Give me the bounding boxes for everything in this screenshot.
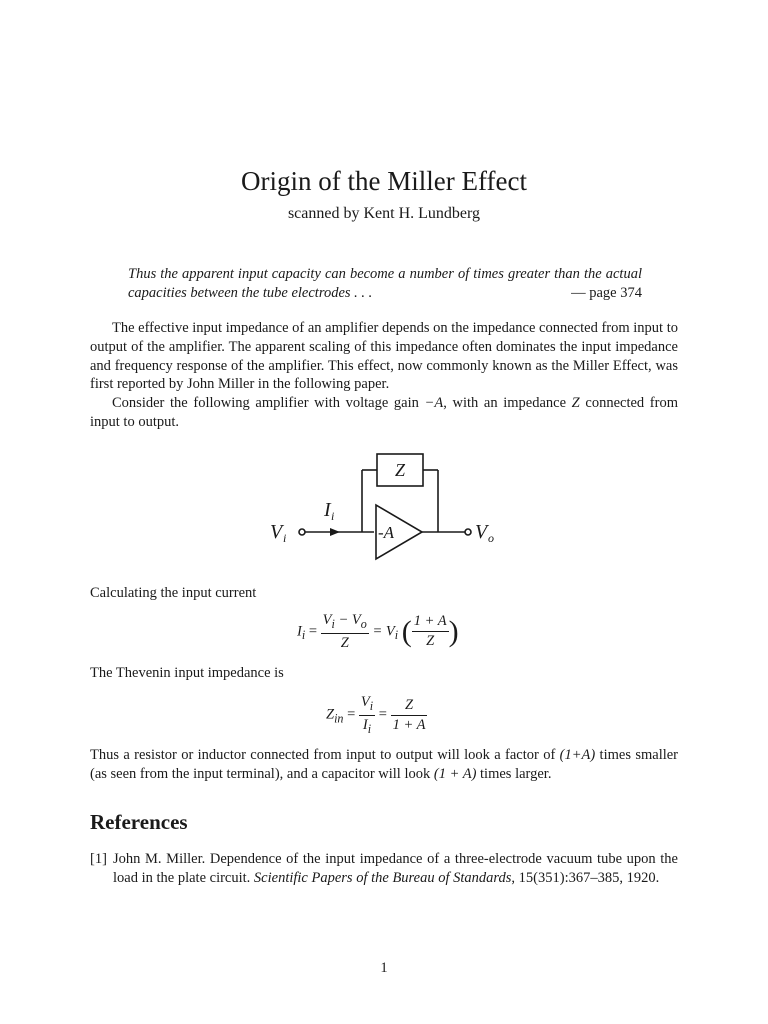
equation-input-current bbox=[297, 612, 459, 652]
miller-circuit-diagram bbox=[258, 448, 518, 568]
eq1-frac1-den: Z bbox=[340, 634, 349, 651]
byline: scanned by Kent H. Lundberg bbox=[287, 205, 481, 222]
paragraph-calc-current: Calculating the input current bbox=[90, 585, 257, 601]
eq1-lhs-sub: i bbox=[301, 628, 306, 643]
paragraph-consider bbox=[90, 394, 678, 432]
eq1-equals: = bbox=[308, 623, 321, 640]
output-terminal bbox=[465, 529, 471, 535]
eq1-left-paren: ( bbox=[401, 614, 412, 648]
current-arrow-icon bbox=[330, 528, 340, 536]
eq1-frac2-num: 1 + A bbox=[412, 613, 449, 632]
gain-symbol: −A bbox=[424, 395, 444, 411]
page-number: 1 bbox=[380, 960, 388, 976]
eq2-fraction-2 bbox=[391, 697, 428, 734]
vin-label: V bbox=[270, 521, 283, 543]
eq2-frac1-den: $I_i$ bbox=[362, 716, 372, 736]
current-label-sub: i bbox=[331, 509, 335, 523]
paragraph-consider-a: Consider the following amplifier with voltage gain bbox=[112, 395, 425, 411]
factor-2: (1 + A) bbox=[433, 765, 477, 782]
epigraph-quote bbox=[128, 265, 642, 303]
vin-label-sub: i bbox=[283, 531, 287, 545]
paragraph-thevenin: The Thevenin input impedance is bbox=[90, 665, 284, 681]
eq1-frac2-den: Z bbox=[426, 633, 435, 650]
reference-label: [1] bbox=[90, 851, 107, 867]
eq2-equals-2: = bbox=[378, 706, 391, 723]
references-heading: References bbox=[90, 810, 188, 834]
eq1-mid-sub: i bbox=[394, 628, 399, 643]
eq1-lhs: I bbox=[297, 623, 302, 640]
paragraph-conclusion-b: times smaller (as seen from the input terminal), and a capacitor will look bbox=[90, 747, 679, 782]
eq1-fraction-2 bbox=[412, 613, 449, 650]
eq2-equals-1: = bbox=[347, 706, 359, 723]
vout-label-sub: o bbox=[488, 531, 494, 545]
paragraph-consider-c: connected from input to output. bbox=[90, 395, 678, 430]
paragraph-conclusion-a: Thus a resistor or inductor connected from input to output will look a factor of bbox=[90, 747, 560, 763]
paragraph-intro: The effective input impedance of an amplifier depends on the impedance connected from input to output of the amplifier. The apparent scaling of this impedance often dominates the input impedance and frequency response of the amplifier. This effect, now commonly known as the Miller Effect, was first reported by John Miller in the following paper. bbox=[90, 320, 678, 393]
reference-text-b: , 15(351):367–385, 1920. bbox=[511, 869, 660, 886]
eq2-lhs-sub: in bbox=[334, 711, 344, 726]
eq1-right-paren: ) bbox=[448, 614, 459, 648]
eq2-frac2-num: Z bbox=[391, 697, 428, 716]
paragraph-consider-b: , with an impedance bbox=[443, 395, 572, 411]
eq2-frac2-den: 1 + A bbox=[392, 716, 426, 733]
epigraph-text: Thus the apparent input capacity can become a number of times greater than the actual capacities between the tube electrodes . . . bbox=[128, 266, 642, 301]
reference-item bbox=[90, 850, 678, 888]
impedance-label: Z bbox=[394, 460, 406, 480]
impedance-symbol: Z bbox=[571, 395, 580, 411]
reference-text-a: John M. Miller. Dependence of the input impedance of a three-electrode vacuum tube upon the load in the plate circuit. bbox=[113, 851, 678, 886]
input-terminal bbox=[299, 529, 305, 535]
paper-title: Origin of the Miller Effect bbox=[241, 166, 527, 197]
eq1-fraction-1 bbox=[321, 612, 369, 652]
eq1-mid: = V bbox=[372, 623, 395, 640]
vout-label: V bbox=[475, 521, 488, 543]
paragraph-conclusion bbox=[90, 746, 678, 784]
reference-body bbox=[113, 850, 678, 888]
current-label: I bbox=[324, 499, 331, 521]
eq1-frac1-num: $V_i - V_o$ bbox=[321, 612, 369, 634]
amplifier-label: -A bbox=[378, 523, 395, 542]
eq2-frac1-num: $V_i$ bbox=[359, 694, 375, 716]
factor-1: (1+A) bbox=[559, 747, 596, 763]
equation-input-impedance bbox=[326, 694, 427, 737]
reference-journal: Scientific Papers of the Bureau of Standards bbox=[253, 869, 512, 886]
eq2-lhs: Z bbox=[326, 706, 335, 723]
paragraph-conclusion-c: times larger. bbox=[476, 765, 552, 782]
eq2-fraction-1 bbox=[359, 694, 375, 737]
epigraph-citation: — page 374 bbox=[571, 285, 642, 301]
